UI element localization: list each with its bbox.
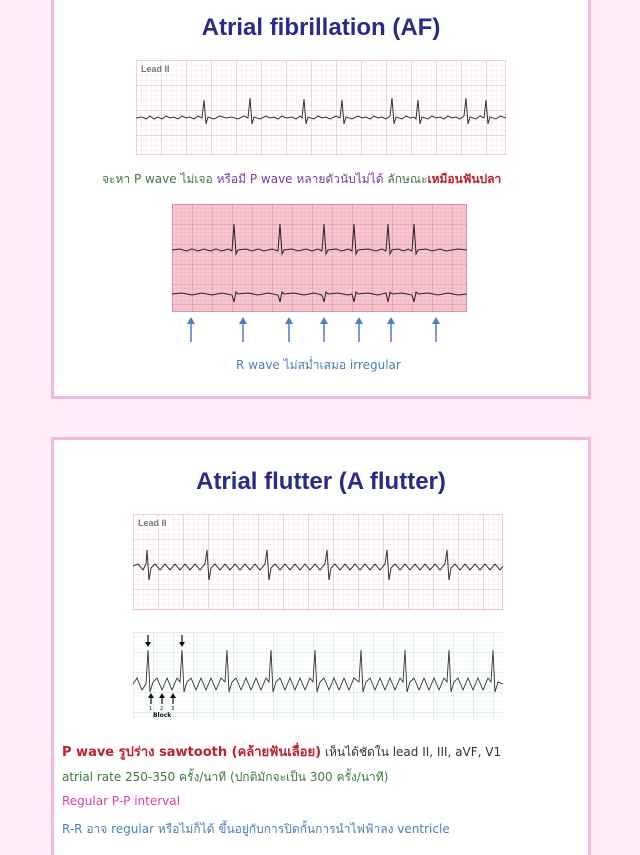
up-arrow-icon [239,317,247,342]
up-arrow-icon [432,317,440,342]
af-caption-p-wave [102,170,501,189]
flutter-line-rr: R-R อาจ regular หรือไม่ก็ได้ ขึ้นอยู่กับการปิดกั้นการนำไฟฟ้าลง ventricle [62,822,450,836]
block-number-2: 2 [160,706,164,712]
af-caption-part3: ลักษณะ [387,172,428,186]
af-card [51,0,591,399]
block-label: Block [153,712,172,719]
af-ecg-strip-lead-ii [136,60,506,155]
af-lead-label: Lead II [141,64,170,74]
flutter-line-pp-interval: Regular P-P interval [62,794,180,808]
up-arrow-icon [387,317,395,342]
up-arrow-icon [320,317,328,342]
af-title: Atrial fibrillation (AF) [201,14,441,41]
up-arrow-icon [187,317,195,342]
flutter-line-atrial-rate: atrial rate 250-350 ครั้ง/นาที (ปกติมักจะเป็น 300 ครั้ง/นาที) [62,770,389,784]
up-arrow-icon [285,317,293,342]
flutter-lead-label: Lead II [138,518,167,528]
af-caption-part4: เหมือนฟันปลา [427,172,502,186]
flutter-ecg-strip-lead-ii [133,514,503,610]
flutter-line1-rest: เห็นได้ชัดใน lead II, III, aVF, V1 [324,745,502,759]
af-caption-part1: จะหา P wave ไม่เจอ [102,172,213,186]
flutter-ecg-strip-green [133,632,503,720]
af-r-wave-arrows [172,316,467,344]
flutter-line-sawtooth [62,741,501,762]
af-ecg-strip-pink [172,204,467,312]
block-number-1: 1 [149,706,153,712]
flutter-card [51,437,591,855]
up-arrow-icon [355,317,363,342]
flutter-title: Atrial flutter (A flutter) [196,468,446,495]
af-caption-r-wave: R wave ไม่สม่ำเสมอ irregular [236,358,401,372]
block-number-3: 3 [171,706,175,712]
af-caption-part2: หรือมี P wave หลายตัวนับไม่ได้ [216,172,384,186]
flutter-line1-bold: P wave รูปร่าง sawtooth (คล้ายฟันเลื่อย) [62,745,322,760]
